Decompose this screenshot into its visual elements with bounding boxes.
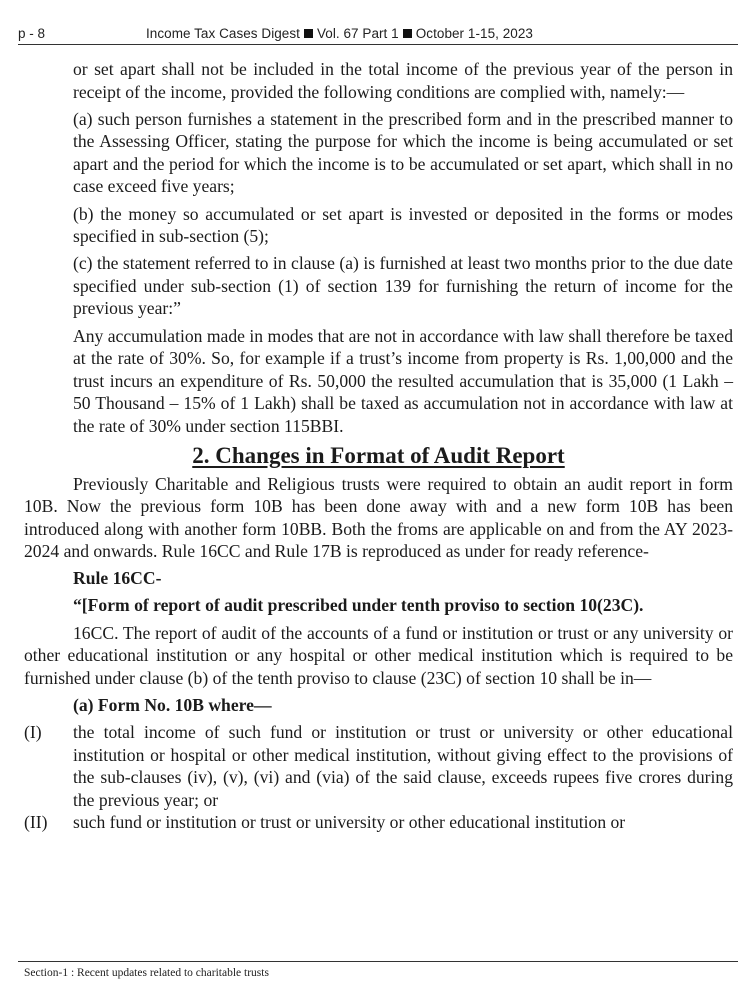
rule-title: “[Form of report of audit prescribed under tenth proviso to section 10(23C). [73,595,644,616]
square-bullet-icon [403,29,412,38]
page-body [24,58,733,834]
square-bullet-icon [304,29,313,38]
list-item [24,721,733,811]
intro-paragraph: or set apart shall not be included in the total income of the previous year of the person in receipt of the income, provided the following conditions are complied with, namely:— [73,59,733,102]
list-item-text: such fund or institution or trust or university or other educational institution or [73,812,626,833]
journal-title-line [146,26,533,41]
section-heading [24,441,733,471]
list-item-label: (I) [24,721,42,742]
issue-date: October 1-15, 2023 [415,26,533,41]
running-footer: Section-1 : Recent updates related to charitable trusts [24,967,269,979]
page-number: p - 8 [18,26,46,41]
rule-label: Rule 16CC- [73,568,162,589]
running-header [18,26,738,44]
rule-16cc-paragraph: 16CC. The report of audit of the accounts of a fund or institution or trust or any university or other educational institution or any hospital or other medical institution which is required to be furnished under clause (b) of the tenth proviso to clause (23C) of section 10 shall be in— [24,622,733,688]
section-heading-text: 2. Changes in Format of Audit Report [192,442,565,468]
accumulation-paragraph: Any accumulation made in modes that are not in accordance with law shall therefore be taxed at the rate of 30%. So, for example if a trust’s income from property is Rs. 1,00,000 and the trust incurs an expenditure of Rs. 50,000 the resulted accumulation that is 35,000 (1 Lakh – 50 Thousand – 15% of 1 Lakh) shall be taxed as accumulation not in accordance with law at the rate of 30% under section 115BBI. [73,325,733,436]
header-divider [18,44,738,45]
journal-name: Income Tax Cases Digest [146,26,300,41]
list-item [24,811,733,834]
list-item-text: the total income of such fund or institution or trust or university or other educational institution or hospital or other medical institution, without giving effect to the provisions of the sub-clauses (iv), (v), (vi) and (via) of the said clause, exceeds rupees five crores during the previous year; or [73,721,733,810]
list-item-label: (II) [24,812,48,833]
footer-divider [18,961,738,962]
clause-c: (c) the statement referred to in clause (a) is furnished at least two months prior to the due date specified under sub-section (1) of section 139 for furnishing the return of income for the previous year:” [73,253,733,319]
form-a-label: (a) Form No. 10B where— [73,694,272,715]
previously-paragraph: Previously Charitable and Religious trusts were required to obtain an audit report in form 10B. Now the previous form 10B has been done away with and a new form 10B has been introduced along with another form 10BB. Both the froms are applicable on and from the AY 2023-2024 and onwards. Rule 16CC and Rule 17B is reproduced as under for ready reference- [24,473,733,562]
volume-label: Vol. 67 Part 1 [316,26,399,41]
clause-b: (b) the money so accumulated or set apart is invested or deposited in the forms or modes specified in sub-section (5); [73,203,733,247]
clause-a: (a) such person furnishes a statement in the prescribed form and in the prescribed manner to the Assessing Officer, stating the purpose for which the income is being accumulated or set apart and the period for which the income is to be accumulated or set apart, which shall in no case exceed five years; [73,108,733,197]
